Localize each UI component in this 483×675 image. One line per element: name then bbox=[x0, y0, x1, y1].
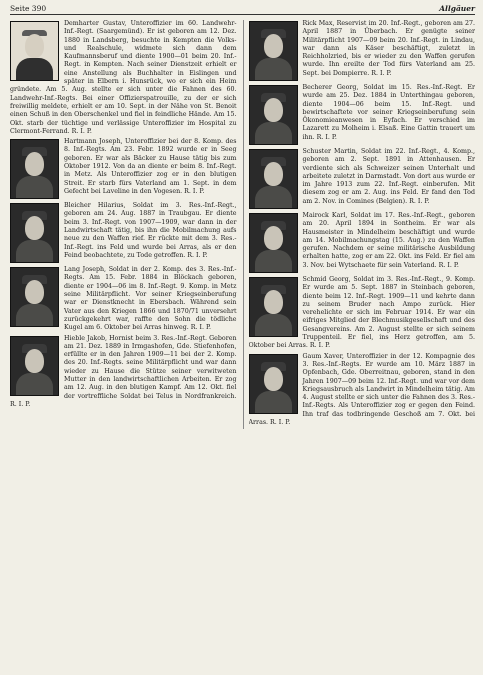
portrait-photo bbox=[10, 21, 59, 81]
portrait-photo bbox=[249, 354, 298, 414]
obituary-text: Schmid Georg, Soldat im 3. Res.-Inf.-Regt., 9. Komp. Er wurde am 5. Sept. 1887 in Steinbach geboren, diente beim 12. Inf.-Regt. 1909—11 und kehrte dann zu seinem Bruder nach Ampo zurück. Hier verehelichte er sich im Februar 1914. Er war ein eifriges Mitglied der Blechmusikgesellschaft und des Gesangvereins. Am 2. August stellte er sich seinem Truppenteil. Er fiel, ins Herz getroffen, am 5. Oktober bei Arras. R. I. P. bbox=[248, 276, 475, 350]
obituary-entry bbox=[10, 202, 237, 264]
obituary-text: Lang Joseph, Soldat in der 2. Komp. des 3. Res.-Inf.-Regts. Am 15. Febr. 1884 in Blöckach geboren, diente er 1904—06 im 8. Inf.-Regt. 9. Komp. in Metz seine Militärpflicht. Vor seiner Kriegseinberufung war er Dienstknecht in Ebersbach. Während sein Vater aus den Kriegen 1866 und 1870/71 unversehrt zurückgekehrt war, raffte den Sohn die tödliche Kugel am 6. Oktober bei Arras hinweg. R. I. P. bbox=[64, 266, 237, 332]
obituary-entry bbox=[10, 20, 237, 136]
obituary-entry bbox=[249, 276, 476, 351]
obituary-text: Schuster Martin, Soldat im 22. Inf.-Regt., 4. Komp., geboren am 2. Sept. 1891 in Attenhausen. Er verdiente sich als Schweizer seinen Unterhalt und arbeitete zuletzt in Darmstadt. Von dort aus wurde er im Jahre 1913 zum 22. Inf.-Regt. einberufen. Mit diesem zog er am 2. Aug. ins Feld. Er fand den Tod am 2. Nov. in Comines (Belgien). R. I. P. bbox=[302, 148, 475, 205]
portrait-photo bbox=[249, 21, 298, 81]
obituary-text: Becherer Georg, Soldat im 15. Res.-Inf.-Regt. Er wurde am 25. Dez. 1884 in Unterthingau geboren, diente 1904—06 beim 15. Inf.-Regt. und bewirtschaftete vor seiner Kriegseinberufung sein Ökonomieanwesen in Eyfach. Er verschied im Lazarett zu Molheim i. Elsaß. Eine Gattin trauert um ihn. R. I. P. bbox=[302, 84, 475, 141]
obituary-text: Bleicher Hilarius, Soldat im 3. Res.-Inf.-Regt., geboren am 24. Aug. 1887 in Traubgau. Er diente beim 3. Inf.-Regt. von 1907—1909, war dann in der Landwirtschaft tätig, bis ihn die Mobilmachung aufs neue zu den Waffen rief. Er rückte mit dem 3. Res.-Inf.-Regt. ins Feld und wurde bei Arras, als er den Feind beobachtete, zu Tode getroffen. R. I. P. bbox=[64, 202, 237, 259]
obituary-entry bbox=[10, 138, 237, 200]
obituary-text: Hartmann Joseph, Unteroffizier bei der 8. Komp. des 8. Inf.-Regts. Am 23. Febr. 1892 wurde er in Seeg geboren. Er war als Bäcker zu Hause tätig bis zum Oktober 1912. Von da an diente er beim 8. Inf.-Regt. in Metz. Als Unteroffizier zog er in den blutigen Streit. Er starb fürs Vaterland am 1. Sept. in dem Gefecht bei Laveline in den Vogesen. R. I. P. bbox=[64, 138, 237, 195]
portrait-photo bbox=[10, 267, 59, 327]
obituary-entry bbox=[249, 84, 476, 146]
portrait-photo bbox=[249, 85, 298, 145]
obituary-columns bbox=[10, 20, 475, 429]
obituary-text: Gaum Xaver, Unteroffizier in der 12. Kompagnie des 3. Res.-Inf.-Regts. Er wurde am 10. März 1887 in Opfenbach, Gde. Oberreitnau, geboren, stand in den Jahren 1907—09 beim 12. Inf.-Regt. und war vor dem Kriegsausbruch als Landwirt in Mindelheim tätig. Am 4. August stellte er sich unter die Fahnen des 3. Res.-Inf.-Regts. Als Unteroffizier zog er gegen den Feind. Ihn traf das todbringende Geschoß am 7. Okt. bei Arras. R. I. P. bbox=[248, 352, 475, 427]
portrait-photo bbox=[249, 277, 298, 337]
portrait-photo bbox=[10, 139, 59, 199]
portrait-photo bbox=[10, 203, 59, 263]
obituary-entry bbox=[249, 20, 476, 82]
obituary-text: Rick Max, Reservist im 20. Inf.-Regt., geboren am 27. April 1887 in Überbach. Er genügte seiner Militärpflicht 1907—09 beim 20. Inf.-Regt. in Lindau, war dann als Käser beschäftigt, zuletzt in Reichholzried, bis er wieder zu den Waffen gerufen wurde. Ihn ereilte der Tod fürs Vaterland am 25. Sept. bei Dompierre. R. I. P. bbox=[302, 20, 475, 77]
obituary-entry bbox=[249, 353, 476, 428]
obituary-entry bbox=[10, 266, 237, 332]
obituary-entry bbox=[10, 335, 237, 410]
portrait-photo bbox=[249, 149, 298, 209]
obituary-entry bbox=[249, 148, 476, 210]
publication-title: Allgäuer bbox=[439, 4, 475, 13]
portrait-photo bbox=[10, 336, 59, 396]
portrait-photo bbox=[249, 213, 298, 273]
obituary-text: Mairock Karl, Soldat im 17. Res.-Inf.-Regt., geboren am 20. April 1894 in Sontheim. Er war als Hausmeister in Mindelheim beschäftigt und wurde am 14. Mobilmachungstag (15. Aug.) zu den Waffen gerufen. Nachdem er seine militärische Ausbildung erhalten hatte, zog er am 22. Okt. ins Feld. Er fiel am 3. Nov. bei Wytschaete für sein Vaterland. R. I. P. bbox=[302, 212, 475, 269]
obituary-entry bbox=[249, 212, 476, 274]
obituary-text: Hieble Jakob, Hornist beim 3. Res.-Inf.-Regt. Geboren am 21. Dez. 1889 in Irmgashofen, Gde. Stiefenhofen, erfüllte er in den Jahren 1909—11 bei der 2. Komp. des 20. Inf.-Regts. seine Militärpflicht und war dann wieder zu Hause die Stütze seiner verwitweten Mutter in den landwirtschaftlichen Arbeiten. Er zog am 12. Aug. in den blutigen Kampf. Am 12. Okt. fiel der vortreffliche Soldat bei Telus in Nordfrankreich. R. I. P. bbox=[10, 334, 237, 408]
obituary-text: Demharter Gustav, Unteroffizier im 60. Landwehr-Inf.-Regt. (Saargemünd). Er ist geboren am 12. Dez. 1880 in Landsberg, besuchte in Kempten die Volks- und Realschule, widmete sich dann dem Kaufmannsberuf und diente 1900—01 beim 20. Inf.-Regt. in Kempten. Nach seiner Dienstzeit erhielt er eine Anstellung als Buchhalter in Eislingen und später in Elbern i. Hunsrück, wo er sich ein Heim gründete. Am 5. Aug. stellte er sich unter die Fahnen des 60. Landwehr-Inf.-Regts. Bei einer Offizierspatrouille, zu der er sich freiwillig meldete, erhielt er am 10. Sept. in der Nähe von St. Benoit einen Schuß in den Oberschenkel und fiel in feindliche Hände. Am 15. Okt. starb der tüchtige und verlässige Unteroffizier im Hospital zu Clermont-Ferrand. R. I. P. bbox=[10, 20, 237, 135]
right-column bbox=[243, 20, 476, 429]
page-header bbox=[10, 4, 475, 15]
left-column bbox=[10, 20, 237, 429]
page-number: Seite 390 bbox=[10, 4, 47, 13]
